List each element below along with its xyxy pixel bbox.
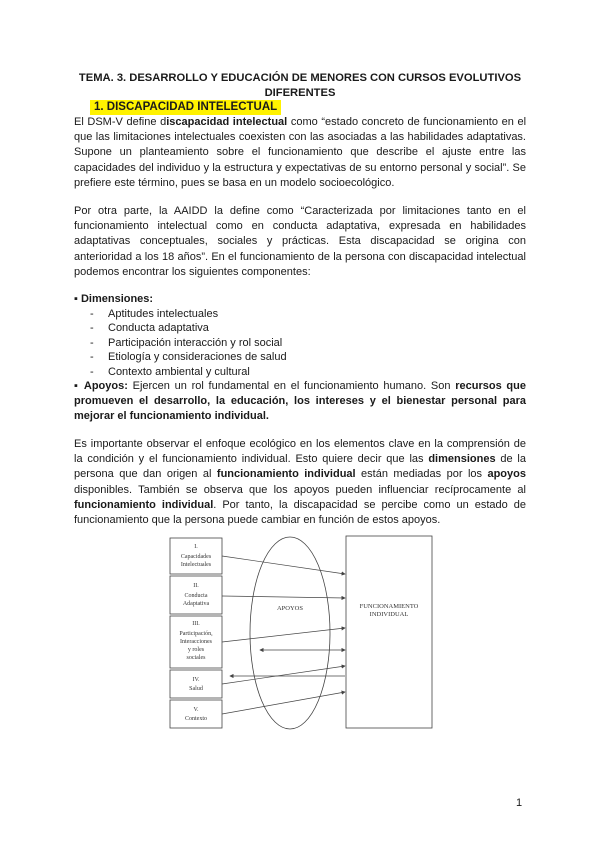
influence-arrows [222,556,345,714]
arrow-3 [222,628,345,642]
arrow-1 [222,556,345,574]
document-title: TEMA. 3. DESARROLLO Y EDUCACIÓN DE MENORES CON CURSOS EVOLUTIVOS DIFERENTES [78,72,522,99]
box-1-line: Capacidades [180,554,212,560]
apoyos-bold-text: recursos que promueven el desarrollo, la educación, los intereses y el bienestar personal para mejorar el funcionamiento individual. [74,380,526,423]
arrow-5 [222,692,345,714]
box-2-number: II. [193,583,199,589]
p3-bold: apoyos [487,468,526,481]
list-item: - Aptitudes intelectuales [90,307,287,321]
ecological-model-diagram [160,530,460,740]
arrow-2 [222,596,345,598]
p3-text: disponibles. También se observa que los apoyos pueden influenciar recíprocamente al [74,483,526,496]
dimensions-list [90,307,287,379]
p3-text: . Por tanto, la discapacidad se percibe como un estado de funcionamiento que la persona puede cambiar en función de estos apoyos. [74,498,527,527]
p3-bold: dimensiones [428,453,496,466]
p3-bold: funcionamiento individual [216,468,356,481]
p1-term: iscapacidad intelectual [166,116,288,128]
p3-text: están mediadas por los [355,468,488,481]
box-5-number: V. [193,707,199,713]
dimension-box-5 [170,700,222,728]
box-2-line: Conducta [184,593,208,599]
apoyos-label: ▪ Apoyos: [74,380,128,392]
paragraph-ecologic [74,437,526,528]
apoyos-label: APOYOS [276,605,304,612]
paragraph-apoyos [74,379,526,425]
box-1-line: Intelectuales [180,562,212,568]
list-item: - Conducta adaptativa [90,321,287,335]
apoyos-text: Ejercen un rol fundamental en el funcionamiento humano. Son [127,380,456,392]
box-4-number: IV. [192,677,200,683]
paragraph-aaidd: Por otra parte, la AAIDD la define como “Caracterizada por limitaciones tanto en el funcionamiento intelectual como en conducta adaptativa, expresada en habilidades adaptativas conceptuales, sociales y prácticas. Esta discapacidad se origina con anterioridad a los 18 años”. En el funcionamiento de la persona con discapacidad intelectual podemos encontrar los siguientes componentes: [74,205,526,278]
list-item: - Participación interacción y rol social [90,336,287,350]
dimensions-title: ▪ Dimensiones: [74,293,154,305]
p3-text: de la persona que dan origen al [74,453,526,481]
page-number: 1 [516,797,523,809]
box-3-line: y roles [187,647,205,653]
box-5-line: Contexto [185,716,207,722]
list-item: - Contexto ambiental y cultural [90,365,287,379]
funcionamiento-box [346,536,432,728]
box-4-line: Salud [189,686,203,692]
p1-text-a: El DSM-V define d [74,116,167,128]
box-2-line: Adaptativa [182,601,210,607]
box-3-line: Participación, [179,631,213,637]
dimension-box-4 [170,670,222,698]
funcionamiento-label-2: INDIVIDUAL [369,611,409,618]
paragraph-dsm [74,115,526,191]
box-3-line: Interacciones [180,639,212,645]
box-3-number: III. [192,621,200,627]
box-1-number: I. [194,544,198,550]
arrow-4 [222,666,345,684]
p3-bold: funcionamiento individual [74,498,214,511]
p1-text-c: como “estado concreto de funcionamiento en el que las limitaciones intelectuales coexisten con las asociadas a las habilidades adaptativas. Supone un planteamiento sobre el funcionamiento que describe el ajuste entre las capacidades del individuo y la estructura y expectativas de su entorno personal y social”. Se prefiere este término, pues se basa en un modelo socioecológico. [74,116,527,189]
list-item: - Etiología y consideraciones de salud [90,350,287,364]
section-heading: 1. DISCAPACIDAD INTELECTUAL [90,100,281,115]
funcionamiento-label-1: FUNCIONAMIENTO [359,603,419,610]
box-3-line: sociales [186,655,206,661]
p3-text: Es importante observar el enfoque ecológico en los elementos clave en la comprensión de la condición y el funcionamiento individual. Esto quiere decir que las [74,438,526,466]
